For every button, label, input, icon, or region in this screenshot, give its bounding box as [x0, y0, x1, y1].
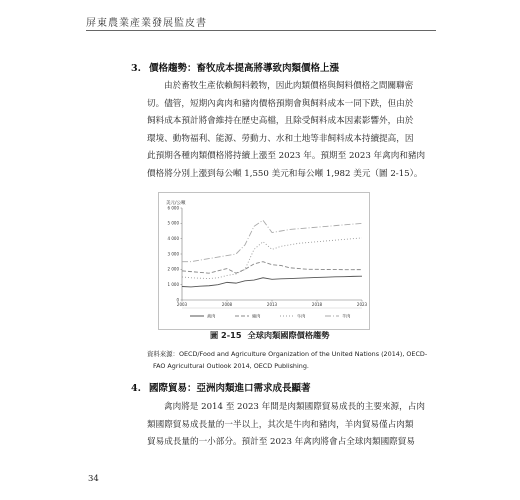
chart-frame [159, 193, 370, 330]
section-3-number: 3. [131, 63, 141, 74]
y-tick-label: 2 000 [167, 266, 179, 272]
section-3-heading [131, 60, 339, 74]
legend-label: 羊肉 [342, 313, 351, 319]
paragraph-line: 切。儘管，短期內禽肉和豬肉價格預期會與飼料成本一同下跌，但由於 [147, 98, 414, 109]
figure-source [147, 348, 428, 372]
paragraph-line: 貿易成長量的一小部分。預計至 2023 年禽肉將會占全球肉類國際貿易 [147, 437, 415, 447]
figure-title: 全球肉類國際價格趨勢 [247, 330, 330, 340]
y-tick-label: 6 000 [167, 205, 179, 211]
x-tick-label: 2008 [221, 302, 233, 307]
paragraph-line: 飼料成本預計將會維持在歷史高檔，且除受飼料成本因素影響外，由於 [147, 116, 414, 126]
y-tick-label: 3 000 [167, 251, 179, 257]
paragraph-line: 由於畜牧生產依賴飼料穀物，因此肉類價格與飼料價格之間關聯密 [164, 81, 414, 91]
section-4-number: 4. [131, 383, 141, 394]
x-tick-label: 2003 [176, 302, 188, 307]
running-header: 屏東農業產業發展監皮書 [86, 18, 207, 29]
section-3-title: 價格趨勢：畜牧成本提高將導致肉類價格上漲 [149, 63, 340, 74]
x-tick-label: 2018 [311, 302, 323, 307]
y-tick-label: 0 [176, 297, 179, 303]
section-4-paragraph [147, 399, 425, 452]
section-3-paragraph [147, 78, 426, 183]
legend-label: 豬肉 [252, 313, 261, 319]
series-line-1 [182, 262, 362, 274]
paragraph-line: 價格將分別上漲到每公噸 1,550 美元和每公噸 1,982 美元（圖 2-15）。 [147, 168, 423, 179]
source-line: FAO Agricultural Outlook 2014, OECD Publishing. [153, 362, 309, 370]
page-number: 34 [88, 474, 99, 484]
y-axis-label: 美元/公噸 [166, 201, 186, 206]
meat-price-chart [158, 192, 370, 330]
series-line-3 [182, 220, 362, 261]
legend-label: 禽肉 [207, 313, 216, 319]
section-4-heading [131, 380, 311, 394]
x-tick-label: 2023 [356, 302, 368, 307]
figure-label: 圖 2-15 [210, 330, 242, 340]
paragraph-line: 環境、動物福利、能源、勞動力、水和土地等非飼料成本持續提高，因 [147, 133, 414, 144]
legend-label: 牛肉 [297, 313, 306, 319]
paragraph-line: 禽肉將是 2014 至 2023 年間是肉類國際貿易成長的主要來源，占肉 [164, 402, 425, 412]
series-line-0 [182, 276, 362, 287]
y-tick-label: 5 000 [167, 220, 179, 226]
section-4-title: 國際貿易：亞洲肉類進口需求成長顯著 [149, 383, 311, 394]
y-tick-label: 1 000 [167, 282, 179, 288]
source-line: 資料來源：OECD/Food and Agriculture Organization of the United Nations (2014), OECD- [147, 350, 428, 358]
header-rule [86, 30, 436, 31]
x-tick-label: 2013 [266, 302, 278, 307]
paragraph-line: 類國際貿易成長量的一半以上，其次是牛肉和豬肉，羊肉貿易僅占肉類 [147, 419, 414, 430]
y-tick-label: 4 000 [167, 236, 179, 242]
paragraph-line: 此預期各種肉類價格將持續上漲至 2023 年。預期至 2023 年禽肉和豬肉 [147, 151, 426, 161]
figure-caption [210, 330, 329, 341]
